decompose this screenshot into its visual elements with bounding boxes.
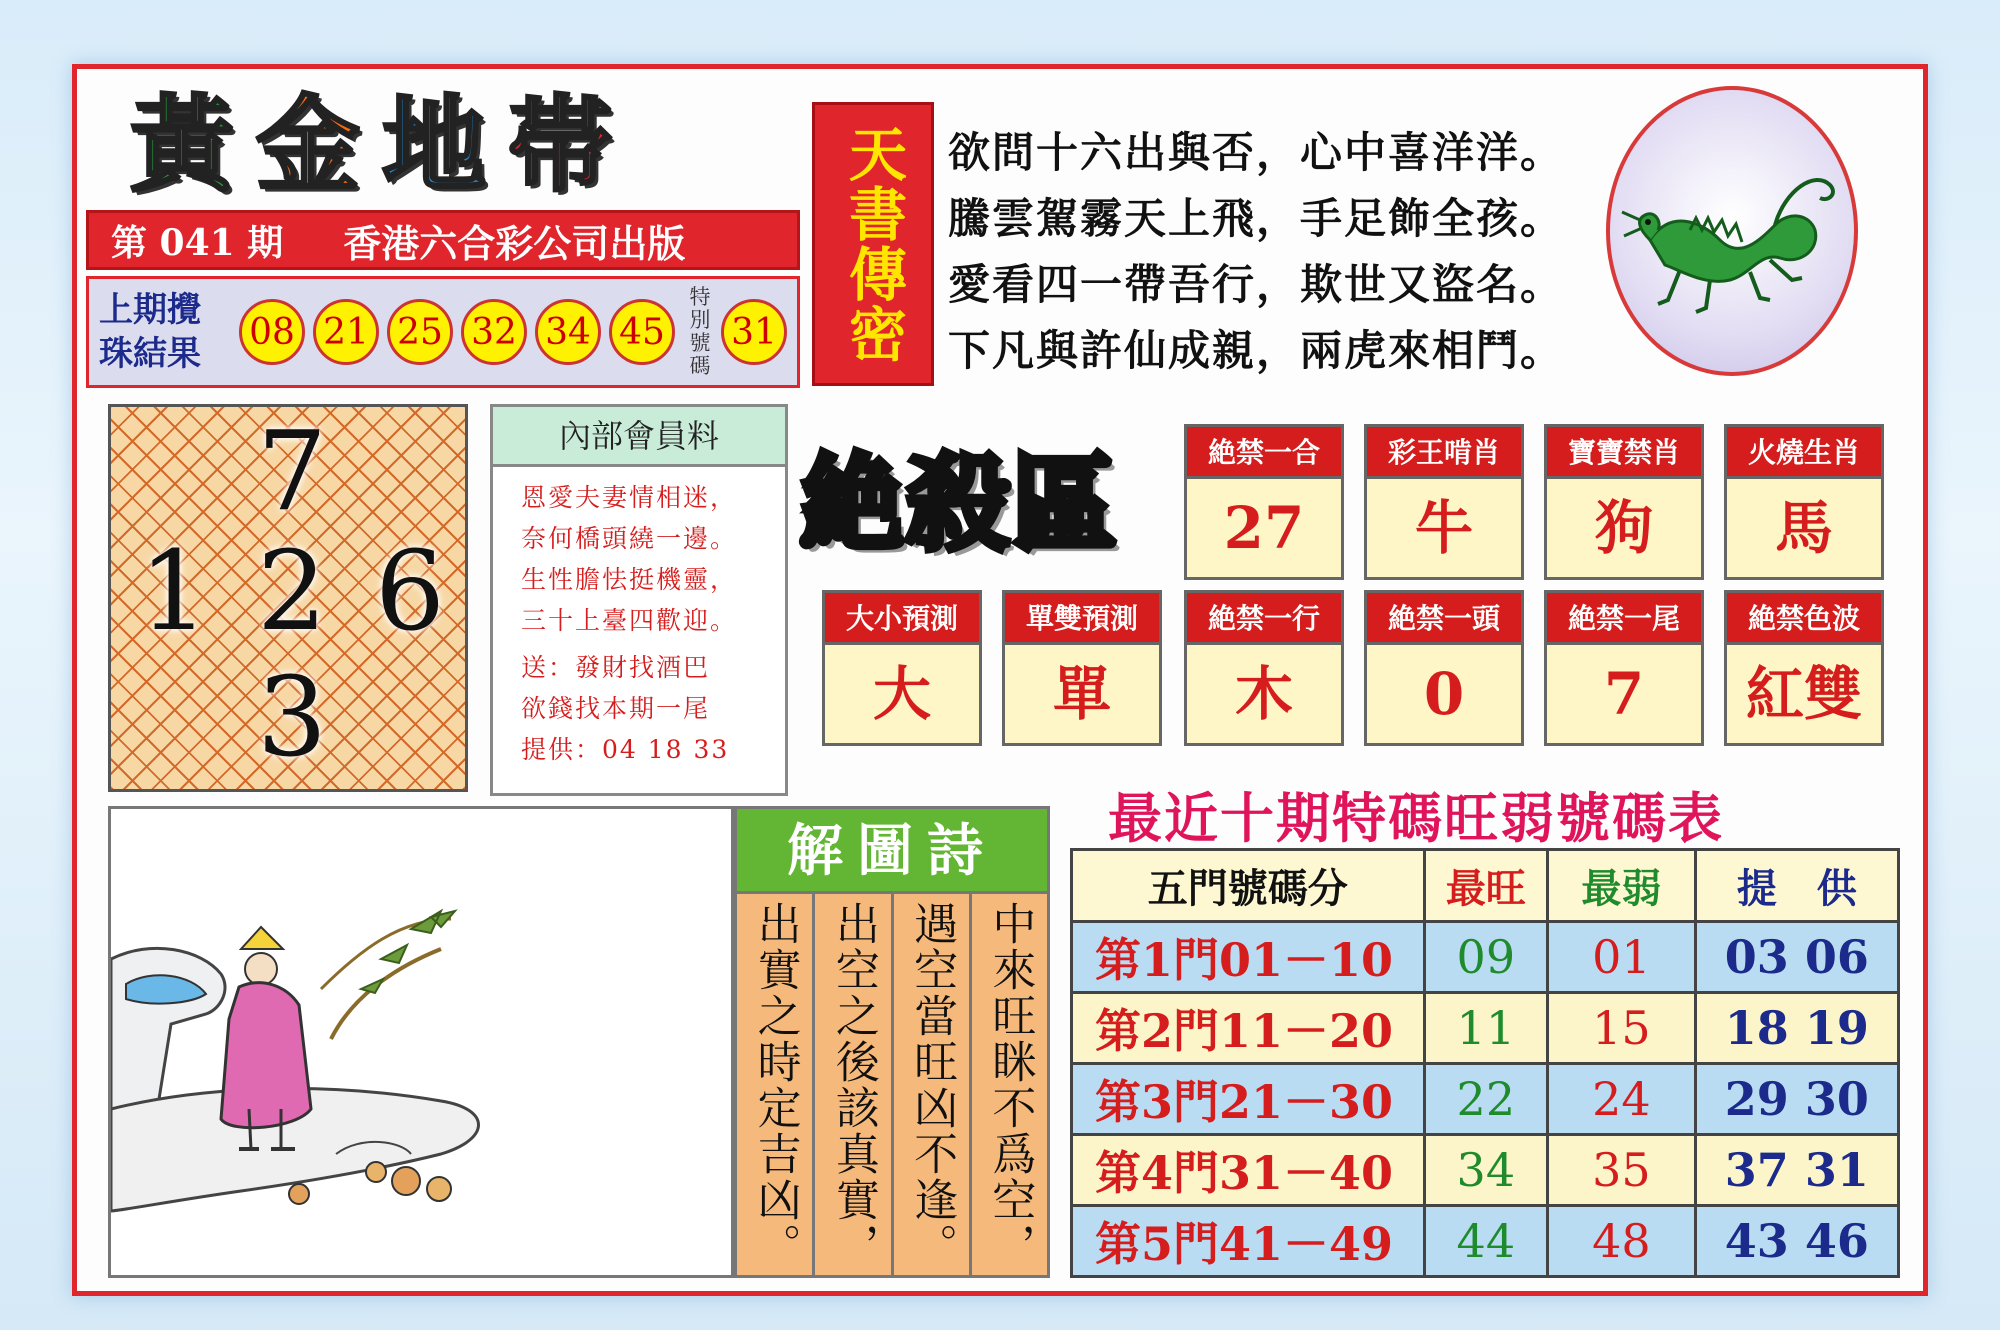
table-row bbox=[1072, 993, 1899, 1064]
predict-box-value: 0 bbox=[1423, 660, 1465, 728]
poem-line: 騰雲駕霧天上飛，手足飾全孩。 bbox=[948, 194, 1565, 243]
poem-line: 欲問十六出與否，心中喜洋洋。 bbox=[948, 128, 1565, 177]
lattice-number-left: 1 bbox=[139, 527, 209, 655]
cell-max: 34 bbox=[1424, 1135, 1548, 1206]
members-send: 送：發財找酒巴 bbox=[521, 653, 711, 682]
dragon-icon bbox=[1610, 90, 1854, 372]
cell-max: 09 bbox=[1424, 922, 1548, 993]
predict-box-value: 單 bbox=[1052, 660, 1111, 728]
cell-provide: 37 31 bbox=[1695, 1135, 1898, 1206]
predict-box bbox=[1184, 590, 1344, 746]
jie-poem-column: 中來旺眯不爲空， bbox=[969, 894, 1047, 1275]
result-ball: 08 bbox=[239, 299, 305, 365]
jie-tu-shi-poem bbox=[734, 894, 1050, 1278]
table-title: 最近十期特碼旺弱號碼表 bbox=[1108, 787, 1724, 850]
members-line: 恩愛夫妻情相迷， bbox=[521, 483, 738, 512]
jie-poem-column: 出空之後該真實， bbox=[812, 894, 890, 1275]
special-number-label: 特別號碼 bbox=[689, 285, 711, 378]
predict-box bbox=[1724, 590, 1884, 746]
table-row bbox=[1072, 1206, 1899, 1277]
last-result-panel bbox=[86, 276, 800, 388]
predict-box-label: 絶禁色波 bbox=[1727, 593, 1881, 645]
result-ball: 34 bbox=[535, 299, 601, 365]
title-char-2: 金 bbox=[256, 84, 361, 206]
predict-box-value: 7 bbox=[1603, 660, 1645, 728]
cell-segment: 第5門41－49 bbox=[1072, 1206, 1425, 1277]
jie-poem-column: 遇空當旺凶不逢。 bbox=[891, 894, 969, 1275]
cell-max: 44 bbox=[1424, 1206, 1548, 1277]
cell-provide: 18 19 bbox=[1695, 993, 1898, 1064]
last-result-label: 上期攪 珠結果 bbox=[99, 290, 201, 374]
cell-min: 15 bbox=[1548, 993, 1696, 1064]
cell-provide: 29 30 bbox=[1695, 1064, 1898, 1135]
kill-box-value: 馬 bbox=[1774, 494, 1833, 562]
header-segment: 五門號碼分 bbox=[1072, 850, 1425, 922]
publisher: 香港六合彩公司出版 bbox=[343, 220, 686, 266]
predict-box-label: 絶禁一尾 bbox=[1547, 593, 1701, 645]
scholar-scene-icon bbox=[111, 809, 731, 1275]
header-min: 最弱 bbox=[1548, 850, 1696, 922]
cell-min: 01 bbox=[1548, 922, 1696, 993]
table-row bbox=[1072, 1135, 1899, 1206]
kill-box-value: 狗 bbox=[1594, 494, 1653, 562]
cell-max: 22 bbox=[1424, 1064, 1548, 1135]
kill-box bbox=[1724, 424, 1884, 580]
members-panel bbox=[490, 404, 788, 796]
kill-box-label: 火燒生肖 bbox=[1727, 427, 1881, 479]
members-title: 內部會員料 bbox=[493, 407, 785, 467]
issue-number: 第 041 期 bbox=[111, 221, 284, 264]
kill-box-value: 牛 bbox=[1414, 494, 1473, 562]
title-char-1: 黃 bbox=[130, 84, 235, 206]
result-ball: 32 bbox=[461, 299, 527, 365]
table-row bbox=[1072, 922, 1899, 993]
cell-segment: 第3門21－30 bbox=[1072, 1064, 1425, 1135]
kill-box bbox=[1364, 424, 1524, 580]
poem-line: 下凡與許仙成親，兩虎來相鬥。 bbox=[948, 326, 1565, 375]
issue-bar bbox=[86, 210, 800, 270]
lattice-number-top: 7 bbox=[257, 407, 327, 535]
header-provide: 提 供 bbox=[1695, 850, 1898, 922]
cell-segment: 第1門01－10 bbox=[1072, 922, 1425, 993]
predict-box bbox=[822, 590, 982, 746]
lattice-number-center: 2 bbox=[257, 527, 327, 655]
special-ball: 31 bbox=[721, 299, 787, 365]
kill-zone-title: 絶殺區 bbox=[800, 443, 1119, 565]
predict-box bbox=[1002, 590, 1162, 746]
dragon-emblem bbox=[1606, 86, 1858, 376]
tianshu-title: 天書傳密 bbox=[812, 102, 934, 386]
predict-box-label: 單雙預測 bbox=[1005, 593, 1159, 645]
cell-max: 11 bbox=[1424, 993, 1548, 1064]
table-row bbox=[1072, 1064, 1899, 1135]
cell-min: 35 bbox=[1548, 1135, 1696, 1206]
members-line: 奈何橋頭繞一邊。 bbox=[521, 524, 738, 553]
kill-box-label: 寶寶禁肖 bbox=[1547, 427, 1701, 479]
predict-box-label: 大小預測 bbox=[825, 593, 979, 645]
kill-box-label: 絶禁一合 bbox=[1187, 427, 1341, 479]
jie-poem-column: 出實之時定吉凶。 bbox=[737, 894, 812, 1275]
predict-box-value: 大 bbox=[872, 660, 931, 728]
predict-box-label: 絶禁一頭 bbox=[1367, 593, 1521, 645]
predict-box-label: 絶禁一行 bbox=[1187, 593, 1341, 645]
result-ball: 45 bbox=[609, 299, 675, 365]
cell-provide: 43 46 bbox=[1695, 1206, 1898, 1277]
table-header-row bbox=[1072, 850, 1899, 922]
lattice-number-bottom: 3 bbox=[257, 653, 327, 781]
result-ball: 25 bbox=[387, 299, 453, 365]
poem-line: 愛看四一帶吾行，欺世又盜名。 bbox=[948, 260, 1565, 309]
scholar-illustration bbox=[108, 806, 734, 1278]
cell-provide: 03 06 bbox=[1695, 922, 1898, 993]
members-line: 三十上臺四歡迎。 bbox=[521, 606, 738, 635]
poster-title bbox=[130, 80, 770, 210]
lattice-number-right: 6 bbox=[375, 527, 445, 655]
tianshu-poem bbox=[948, 120, 1608, 384]
title-char-4: 帯 bbox=[508, 84, 613, 206]
kill-box bbox=[1184, 424, 1344, 580]
cell-min: 48 bbox=[1548, 1206, 1696, 1277]
predict-box bbox=[1364, 590, 1524, 746]
kill-box-value: 27 bbox=[1223, 494, 1305, 562]
cell-segment: 第2門11－20 bbox=[1072, 993, 1425, 1064]
members-money: 欲錢找本期一尾 bbox=[521, 694, 711, 723]
title-char-3: 地 bbox=[382, 84, 487, 206]
kill-box bbox=[1544, 424, 1704, 580]
result-ball: 21 bbox=[313, 299, 379, 365]
members-provide: 提供：04 18 33 bbox=[521, 735, 730, 764]
jie-tu-shi-title: 解圖詩 bbox=[734, 806, 1050, 894]
cell-segment: 第4門31－40 bbox=[1072, 1135, 1425, 1206]
number-table bbox=[1070, 848, 1900, 1278]
predict-box-value: 紅雙 bbox=[1745, 660, 1862, 728]
members-line: 生性膽怯挺機靈， bbox=[521, 565, 738, 594]
predict-box bbox=[1544, 590, 1704, 746]
predict-box-value: 木 bbox=[1234, 660, 1293, 728]
header-max: 最旺 bbox=[1424, 850, 1548, 922]
number-lattice bbox=[108, 404, 468, 792]
kill-box-label: 彩王啃肖 bbox=[1367, 427, 1521, 479]
cell-min: 24 bbox=[1548, 1064, 1696, 1135]
